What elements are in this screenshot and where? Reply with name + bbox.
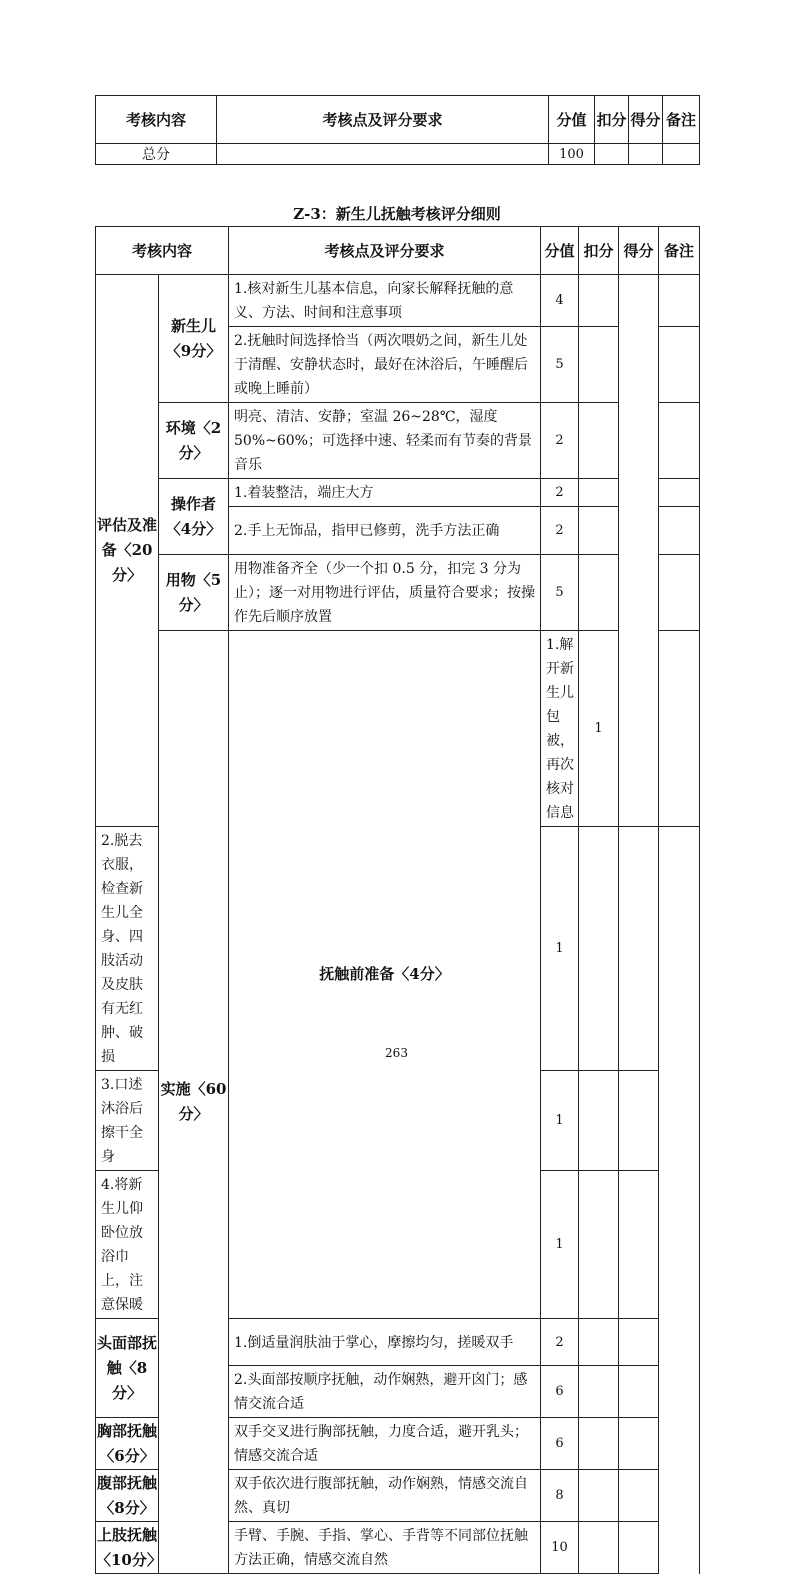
remark-cell: [659, 507, 700, 555]
group-label: 实施〈60分〉: [159, 631, 229, 1574]
group-earned-cell: [619, 275, 659, 827]
item-score: 2: [541, 507, 579, 555]
item-score: 1: [541, 827, 579, 1071]
sub-label: 上肢抚触〈10分〉: [96, 1522, 159, 1574]
header-score: 分值: [549, 96, 595, 144]
item-text: 1.倒适量润肤油于掌心，摩擦均匀，搓暖双手: [229, 1319, 541, 1366]
item-score: 5: [541, 555, 579, 631]
main-header-earned: 得分: [619, 227, 659, 275]
item-text: 2.头面部按顺序抚触，动作娴熟，避开囟门；感情交流合适: [229, 1366, 541, 1418]
item-text: 双手依次进行腹部抚触，动作娴熟，情感交流自然、真切: [229, 1470, 541, 1522]
deduct-cell: [579, 507, 619, 555]
remark-cell: [619, 1319, 659, 1366]
total-value: 100: [549, 144, 595, 165]
deduct-cell: [579, 1366, 619, 1418]
item-text: 1.解开新生儿包被，再次核对信息: [541, 631, 579, 827]
header-content: 考核内容: [96, 96, 217, 144]
header-remark: 备注: [663, 96, 700, 144]
remark-cell: [659, 327, 700, 403]
item-text: 手臂、手腕、手指、掌心、手背等不同部位抚触方法正确，情感交流自然: [229, 1522, 541, 1574]
item-score: 2: [541, 403, 579, 479]
item-score: 5: [541, 327, 579, 403]
deduct-cell: [579, 1071, 619, 1171]
remark-cell: [619, 1366, 659, 1418]
item-score: 2: [541, 479, 579, 507]
deduct-cell: [579, 555, 619, 631]
item-score: 1: [579, 631, 619, 827]
main-header-score: 分值: [541, 227, 579, 275]
sub-label: 环境〈2分〉: [159, 403, 229, 479]
remark-cell: [619, 827, 659, 1071]
sub-label: 腹部抚触〈8分〉: [96, 1470, 159, 1522]
deduct-cell: [579, 275, 619, 327]
deduct-cell: [579, 1522, 619, 1574]
deduct-cell: [579, 327, 619, 403]
section-title: Z-3：新生儿抚触考核评分细则: [293, 205, 501, 223]
total-requirements-cell: [217, 144, 549, 165]
sub-label: 操作者〈4分〉: [159, 479, 229, 555]
item-score: 4: [541, 275, 579, 327]
item-text: 2.脱去衣服，检查新生儿全身、四肢活动及皮肤有无红肿、破损: [96, 827, 159, 1071]
sub-label: 胸部抚触〈6分〉: [96, 1418, 159, 1470]
item-score: 6: [541, 1418, 579, 1470]
header-earned: 得分: [629, 96, 663, 144]
item-text: 2.抚触时间选择恰当（两次喂奶之间，新生儿处于清醒、安静状态时，最好在沐浴后，午睡醒后或晚上睡前）: [229, 327, 541, 403]
item-text: 2.手上无饰品，指甲已修剪，洗手方法正确: [229, 507, 541, 555]
header-requirements: 考核点及评分要求: [217, 96, 549, 144]
scoring-table: [95, 226, 700, 1574]
main-header-requirements: 考核点及评分要求: [229, 227, 541, 275]
item-text: 1.核对新生儿基本信息，向家长解释抚触的意义、方法、时间和注意事项: [229, 275, 541, 327]
group-label: 评估及准备〈20分〉: [96, 275, 159, 827]
deduct-cell: [579, 1418, 619, 1470]
deduct-cell: [579, 479, 619, 507]
remark-cell: [619, 1418, 659, 1470]
total-earned-cell: [629, 144, 663, 165]
main-header-remark: 备注: [659, 227, 700, 275]
remark-cell: [619, 1171, 659, 1319]
item-text: 双手交叉进行胸部抚触，力度合适，避开乳头；情感交流合适: [229, 1418, 541, 1470]
item-text: 4.将新生儿仰卧位放浴巾上，注意保暖: [96, 1171, 159, 1319]
main-header-content: 考核内容: [96, 227, 229, 275]
main-header-deduct: 扣分: [579, 227, 619, 275]
deduct-cell: [579, 403, 619, 479]
deduct-cell: [579, 1319, 619, 1366]
item-score: 1: [541, 1171, 579, 1319]
total-remark-cell: [663, 144, 700, 165]
summary-table: [95, 95, 700, 165]
item-score: 2: [541, 1319, 579, 1366]
header-deduct: 扣分: [595, 96, 629, 144]
page-number: 263: [385, 1046, 408, 1060]
sub-label: 新生儿〈9分〉: [159, 275, 229, 403]
deduct-cell: [579, 1171, 619, 1319]
remark-cell: [619, 1470, 659, 1522]
item-score: 8: [541, 1470, 579, 1522]
item-text: 3.口述沐浴后擦干全身: [96, 1071, 159, 1171]
remark-cell: [619, 1071, 659, 1171]
remark-cell: [659, 555, 700, 631]
item-score: 10: [541, 1522, 579, 1574]
sub-label: 头面部抚触〈8分〉: [96, 1319, 159, 1418]
item-text: 用物准备齐全（少一个扣 0.5 分，扣完 3 分为止）；逐一对用物进行评估，质量符合要求；按操作先后顺序放置: [229, 555, 541, 631]
item-text: 明亮、清洁、安静；室温 26~28℃，湿度50%~60%；可选择中速、轻柔而有节奏的背景音乐: [229, 403, 541, 479]
remark-cell: [659, 479, 700, 507]
sub-label: 用物〈5分〉: [159, 555, 229, 631]
remark-cell: [659, 275, 700, 327]
item-score: 6: [541, 1366, 579, 1418]
total-label: 总分: [96, 144, 217, 165]
total-deduct-cell: [595, 144, 629, 165]
remark-cell: [659, 403, 700, 479]
sub-label: 抚触前准备〈4分〉: [229, 631, 541, 1319]
deduct-cell: [579, 827, 619, 1071]
remark-cell: [619, 1522, 659, 1574]
deduct-cell: [579, 1470, 619, 1522]
deduct-cell: [659, 631, 700, 827]
item-text: 1.着装整洁，端庄大方: [229, 479, 541, 507]
item-score: 1: [541, 1071, 579, 1171]
